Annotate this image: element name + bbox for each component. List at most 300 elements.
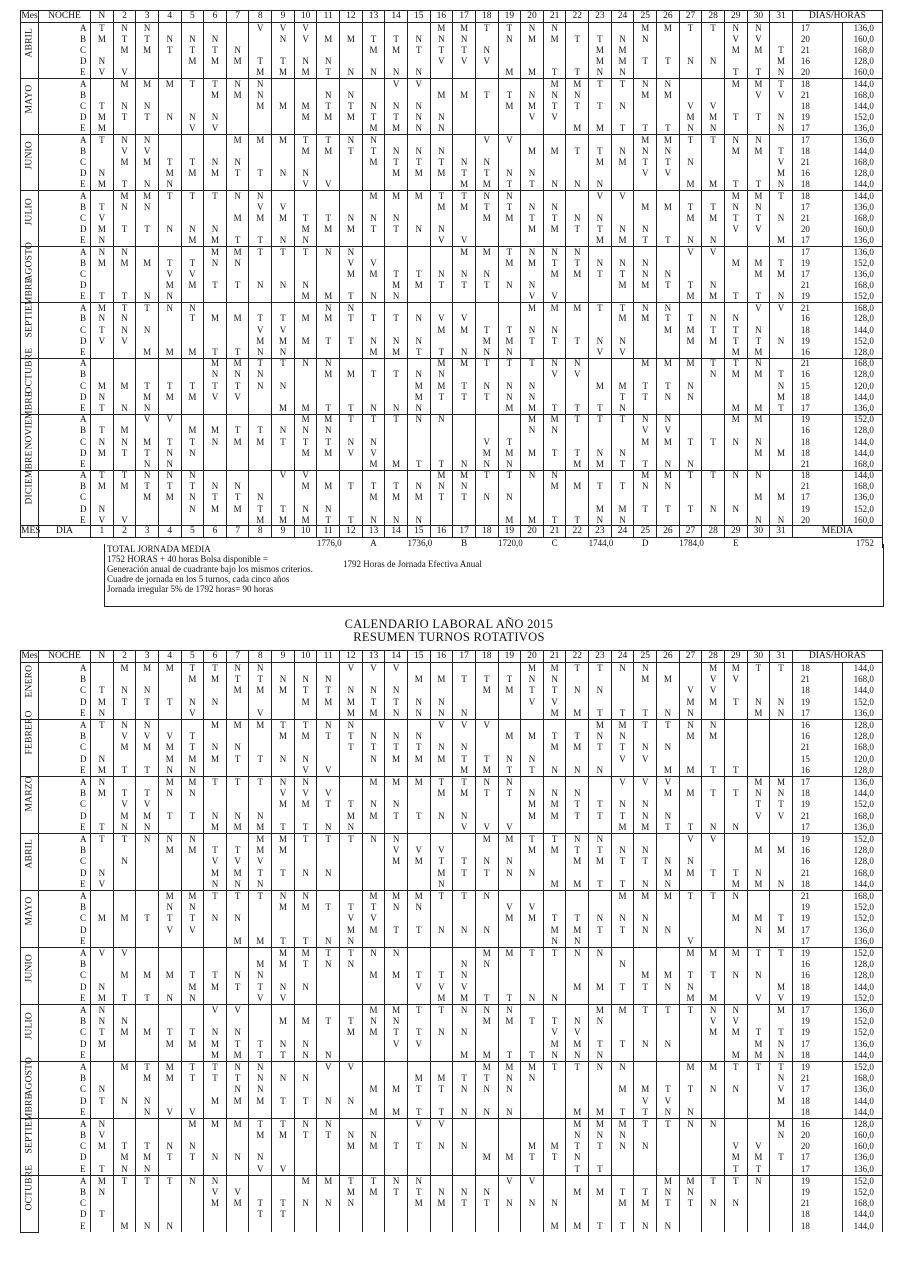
day-cell (113, 981, 136, 992)
day-cell (430, 1130, 453, 1141)
day-cell: M (91, 448, 114, 459)
day-cell: N (362, 101, 385, 112)
day-cell: M (407, 856, 430, 867)
day-cell (611, 1209, 634, 1220)
day-cell: N (294, 1198, 317, 1209)
day-cell: M (634, 280, 657, 291)
day-cell: V (589, 347, 612, 358)
day-cell (770, 890, 793, 901)
day-cell (385, 1209, 408, 1220)
shift-label: D (39, 392, 91, 403)
day-cell: M (430, 381, 453, 392)
day-cell: V (317, 765, 340, 776)
footer-cell: 14 (385, 526, 408, 538)
day-cell (385, 179, 408, 190)
day-cell (611, 1095, 634, 1106)
day-cell (498, 799, 521, 810)
footer-letter-a: A (370, 537, 377, 548)
day-cell (679, 1050, 702, 1061)
day-cell (430, 213, 453, 224)
day-cell: T (204, 190, 227, 201)
day-cell (249, 157, 272, 168)
day-cell (475, 67, 498, 78)
day-cell (362, 1038, 385, 1049)
day-cell: N (317, 868, 340, 879)
day-cell: N (430, 481, 453, 492)
day-cell: M (317, 481, 340, 492)
footer-cell: 17 (453, 526, 476, 538)
day-cell: T (566, 224, 589, 235)
shift-row (21, 685, 883, 696)
day-cell (702, 492, 725, 503)
day-cell: M (724, 947, 747, 958)
day-cell: T (453, 280, 476, 291)
day-cell (181, 403, 204, 414)
day-cell: N (407, 414, 430, 425)
day-cell: M (747, 492, 770, 503)
day-cell (294, 1004, 317, 1015)
day-cell: M (113, 78, 136, 89)
day-cell: V (158, 269, 181, 280)
day-cell (294, 269, 317, 280)
day-cell (453, 101, 476, 112)
day-cell: T (249, 674, 272, 685)
day-cell: M (272, 731, 295, 742)
day-cell (294, 1107, 317, 1118)
day-cell (158, 708, 181, 719)
day-cell (657, 45, 680, 56)
footer-letter-c: C (551, 537, 558, 548)
column-header: 3 (136, 651, 159, 663)
day-cell (181, 459, 204, 470)
day-cell (204, 947, 227, 958)
day-cell (340, 674, 363, 685)
day-cell (498, 291, 521, 302)
day-cell: M (747, 369, 770, 380)
month-name: JUNIO (24, 140, 34, 170)
shift-row (21, 868, 883, 879)
day-cell (679, 67, 702, 78)
day-cell: T (543, 213, 566, 224)
day-cell (702, 302, 725, 313)
day-cell (475, 902, 498, 913)
day-cell (521, 890, 544, 901)
calendar-title-line-1: CALENDARIO LABORAL AÑO 2015 (344, 617, 554, 631)
day-cell: M (566, 981, 589, 992)
day-cell (453, 213, 476, 224)
day-cell (158, 134, 181, 145)
day-cell: N (317, 1118, 340, 1129)
day-cell (136, 947, 159, 958)
day-cell (747, 157, 770, 168)
day-cell (362, 959, 385, 970)
day-cell (498, 1038, 521, 1049)
day-cell (589, 134, 612, 145)
day-cell (589, 112, 612, 123)
day-cell (521, 719, 544, 730)
day-cell: N (249, 970, 272, 981)
day-cell: V (294, 470, 317, 481)
day-cell (181, 134, 204, 145)
day-cell: M (91, 123, 114, 134)
day-cell (249, 179, 272, 190)
day-cell (611, 1050, 634, 1061)
day-cell: N (657, 459, 680, 470)
day-cell: M (724, 414, 747, 425)
day-cell: T (453, 1198, 476, 1209)
column-header: 14 (385, 11, 408, 23)
day-cell: T (589, 481, 612, 492)
day-cell (475, 799, 498, 810)
day-cell (634, 190, 657, 201)
day-cell: N (521, 674, 544, 685)
day-cell: T (724, 868, 747, 879)
day-cell: T (589, 414, 612, 425)
day-cell (702, 799, 725, 810)
day-cell (566, 890, 589, 901)
month-name: ABRIL (24, 839, 34, 869)
day-cell (634, 1027, 657, 1038)
day-cell: N (385, 1175, 408, 1186)
day-cell (498, 414, 521, 425)
day-cell: T (724, 67, 747, 78)
day-cell (679, 414, 702, 425)
day-cell: V (249, 856, 272, 867)
day-cell: N (611, 515, 634, 526)
day-cell: N (770, 1038, 793, 1049)
day-cell: N (385, 101, 408, 112)
day-cell (679, 1164, 702, 1175)
day-cell: T (611, 481, 634, 492)
day-cell (498, 313, 521, 324)
day-cell (294, 913, 317, 924)
day-cell (249, 470, 272, 481)
horas-value: 160,0 (842, 1130, 882, 1141)
day-cell: M (498, 685, 521, 696)
day-cell (634, 112, 657, 123)
day-cell (702, 1186, 725, 1197)
day-cell: N (679, 123, 702, 134)
day-cell: V (679, 833, 702, 844)
day-cell (498, 708, 521, 719)
day-cell (136, 1186, 159, 1197)
day-cell: T (204, 1061, 227, 1072)
column-header: 31 (770, 651, 793, 663)
day-cell: T (407, 811, 430, 822)
dias-value: 20 (792, 34, 842, 45)
day-cell (113, 269, 136, 280)
day-cell (249, 403, 272, 414)
day-cell: M (272, 101, 295, 112)
dias-value: 16 (792, 731, 842, 742)
day-cell (181, 369, 204, 380)
day-cell (181, 358, 204, 369)
month-name: ABRIL (24, 27, 34, 58)
column-header: 10 (294, 11, 317, 23)
day-cell (566, 23, 589, 34)
day-cell: N (498, 190, 521, 201)
shift-row (21, 470, 883, 481)
day-cell: M (724, 257, 747, 268)
day-cell: T (770, 1152, 793, 1163)
day-cell (702, 515, 725, 526)
day-cell: T (498, 202, 521, 213)
day-cell: N (91, 168, 114, 179)
day-cell: M (611, 280, 634, 291)
day-cell: T (249, 981, 272, 992)
day-cell (589, 1027, 612, 1038)
day-cell (589, 369, 612, 380)
day-cell: N (543, 325, 566, 336)
day-cell: M (521, 146, 544, 157)
day-cell: T (272, 1095, 295, 1106)
day-cell: M (521, 799, 544, 810)
day-cell: T (249, 868, 272, 879)
day-cell: N (407, 515, 430, 526)
day-cell: N (453, 1004, 476, 1015)
day-cell: N (589, 731, 612, 742)
day-cell (91, 1061, 114, 1072)
day-cell (543, 868, 566, 879)
day-cell (657, 663, 680, 674)
day-cell (226, 302, 249, 313)
day-cell: M (747, 1152, 770, 1163)
day-cell: T (136, 1141, 159, 1152)
column-header: 13 (362, 651, 385, 663)
day-cell (385, 436, 408, 447)
day-cell: T (498, 325, 521, 336)
day-cell (498, 924, 521, 935)
day-cell (226, 708, 249, 719)
day-cell (362, 765, 385, 776)
day-cell (521, 459, 544, 470)
day-cell: M (702, 947, 725, 958)
day-cell: N (362, 515, 385, 526)
day-cell: M (475, 833, 498, 844)
day-cell (91, 674, 114, 685)
day-cell (657, 1050, 680, 1061)
shift-label: B (39, 1130, 91, 1141)
day-cell: V (702, 674, 725, 685)
day-cell: N (272, 34, 295, 45)
horas-value: 128,0 (842, 845, 882, 856)
day-cell: T (181, 1152, 204, 1163)
day-cell: N (226, 970, 249, 981)
day-cell: N (475, 890, 498, 901)
day-cell (362, 425, 385, 436)
day-cell (453, 336, 476, 347)
day-cell: M (136, 347, 159, 358)
shift-label: E (39, 1050, 91, 1061)
day-cell: M (407, 190, 430, 201)
day-cell (747, 685, 770, 696)
day-cell (91, 890, 114, 901)
day-cell: N (679, 1186, 702, 1197)
day-cell (657, 179, 680, 190)
day-cell (657, 403, 680, 414)
day-cell (679, 663, 702, 674)
day-cell (770, 134, 793, 145)
day-cell: N (385, 336, 408, 347)
day-cell (136, 981, 159, 992)
day-cell (407, 90, 430, 101)
day-cell: M (385, 754, 408, 765)
day-cell (475, 1175, 498, 1186)
day-cell: N (204, 224, 227, 235)
day-cell: N (407, 101, 430, 112)
horas-value: 168,0 (842, 280, 882, 291)
day-cell: T (589, 811, 612, 822)
day-cell (136, 776, 159, 787)
day-cell (702, 981, 725, 992)
day-cell: N (294, 1038, 317, 1049)
day-cell: V (181, 269, 204, 280)
shift-row (21, 146, 883, 157)
day-cell (566, 697, 589, 708)
day-cell: V (498, 134, 521, 145)
day-cell: N (407, 697, 430, 708)
day-cell: M (249, 336, 272, 347)
day-cell: T (475, 1198, 498, 1209)
day-cell: V (272, 202, 295, 213)
day-cell (770, 1209, 793, 1220)
day-cell: V (543, 369, 566, 380)
shift-row (21, 34, 883, 45)
day-cell: N (657, 269, 680, 280)
day-cell (702, 45, 725, 56)
horas-value: 168,0 (842, 1073, 882, 1084)
day-cell: N (249, 1084, 272, 1095)
day-cell: M (272, 1016, 295, 1027)
day-cell: V (385, 1038, 408, 1049)
summary-line-4: Cuadre de jornada en los 5 turnos, cada cinco años (107, 574, 290, 584)
day-cell: N (724, 313, 747, 324)
day-cell (385, 448, 408, 459)
day-cell: T (634, 708, 657, 719)
day-cell (317, 856, 340, 867)
day-cell: T (385, 112, 408, 123)
day-cell: T (158, 157, 181, 168)
day-cell: N (181, 697, 204, 708)
day-cell: N (543, 358, 566, 369)
day-cell (566, 313, 589, 324)
day-cell (611, 970, 634, 981)
shift-label: C (39, 913, 91, 924)
day-cell (475, 913, 498, 924)
day-cell: M (770, 1118, 793, 1129)
day-cell: M (566, 1118, 589, 1129)
day-cell: N (430, 811, 453, 822)
day-cell: M (362, 1141, 385, 1152)
day-cell (340, 970, 363, 981)
day-cell (566, 425, 589, 436)
day-cell: N (430, 34, 453, 45)
day-cell (475, 515, 498, 526)
day-cell (204, 1107, 227, 1118)
day-cell (679, 425, 702, 436)
column-header: 20 (521, 11, 544, 23)
day-cell (158, 947, 181, 958)
day-cell (158, 56, 181, 67)
day-cell: T (747, 1027, 770, 1038)
day-cell: M (521, 302, 544, 313)
shift-row (21, 313, 883, 324)
day-cell (589, 1152, 612, 1163)
day-cell (770, 856, 793, 867)
day-cell: T (113, 697, 136, 708)
day-cell: N (204, 34, 227, 45)
day-cell: V (747, 811, 770, 822)
day-cell: T (475, 23, 498, 34)
day-cell: M (566, 459, 589, 470)
shift-label: B (39, 90, 91, 101)
day-cell: M (226, 90, 249, 101)
horas-value: 168,0 (842, 213, 882, 224)
day-cell: M (702, 213, 725, 224)
day-cell: N (634, 799, 657, 810)
month-name: AGOSTO (24, 241, 34, 282)
day-cell: N (136, 822, 159, 833)
day-cell: M (294, 481, 317, 492)
day-cell (679, 674, 702, 685)
day-cell: M (158, 776, 181, 787)
day-cell (91, 811, 114, 822)
day-cell (249, 45, 272, 56)
shift-label: E (39, 347, 91, 358)
day-cell: N (702, 504, 725, 515)
day-cell: M (385, 190, 408, 201)
day-cell: M (362, 811, 385, 822)
day-cell: T (136, 302, 159, 313)
shift-row (21, 1084, 883, 1095)
footer-cell: MES (21, 526, 41, 537)
day-cell (770, 1141, 793, 1152)
day-cell (272, 1061, 295, 1072)
day-cell (611, 868, 634, 879)
day-cell: T (249, 754, 272, 765)
day-cell: V (657, 776, 680, 787)
day-cell: M (498, 1061, 521, 1072)
day-cell: M (91, 381, 114, 392)
day-cell: M (679, 358, 702, 369)
shift-row (21, 347, 883, 358)
shift-row (21, 719, 883, 730)
day-cell (521, 1084, 544, 1095)
day-cell: M (521, 67, 544, 78)
day-cell: N (521, 325, 544, 336)
column-header: 29 (724, 651, 747, 663)
day-cell (634, 1209, 657, 1220)
day-cell (430, 302, 453, 313)
day-cell: T (770, 369, 793, 380)
day-cell (521, 970, 544, 981)
day-cell: N (430, 224, 453, 235)
day-cell: T (91, 291, 114, 302)
day-cell (317, 879, 340, 890)
day-cell: T (453, 45, 476, 56)
day-cell: M (543, 845, 566, 856)
day-cell: V (589, 190, 612, 201)
day-cell: T (475, 280, 498, 291)
day-cell (453, 685, 476, 696)
day-cell: T (181, 45, 204, 56)
footer-cell: 20 (521, 526, 544, 538)
day-cell (747, 754, 770, 765)
day-cell (498, 1095, 521, 1106)
day-cell: N (453, 269, 476, 280)
day-cell: T (679, 890, 702, 901)
day-cell: M (498, 833, 521, 844)
